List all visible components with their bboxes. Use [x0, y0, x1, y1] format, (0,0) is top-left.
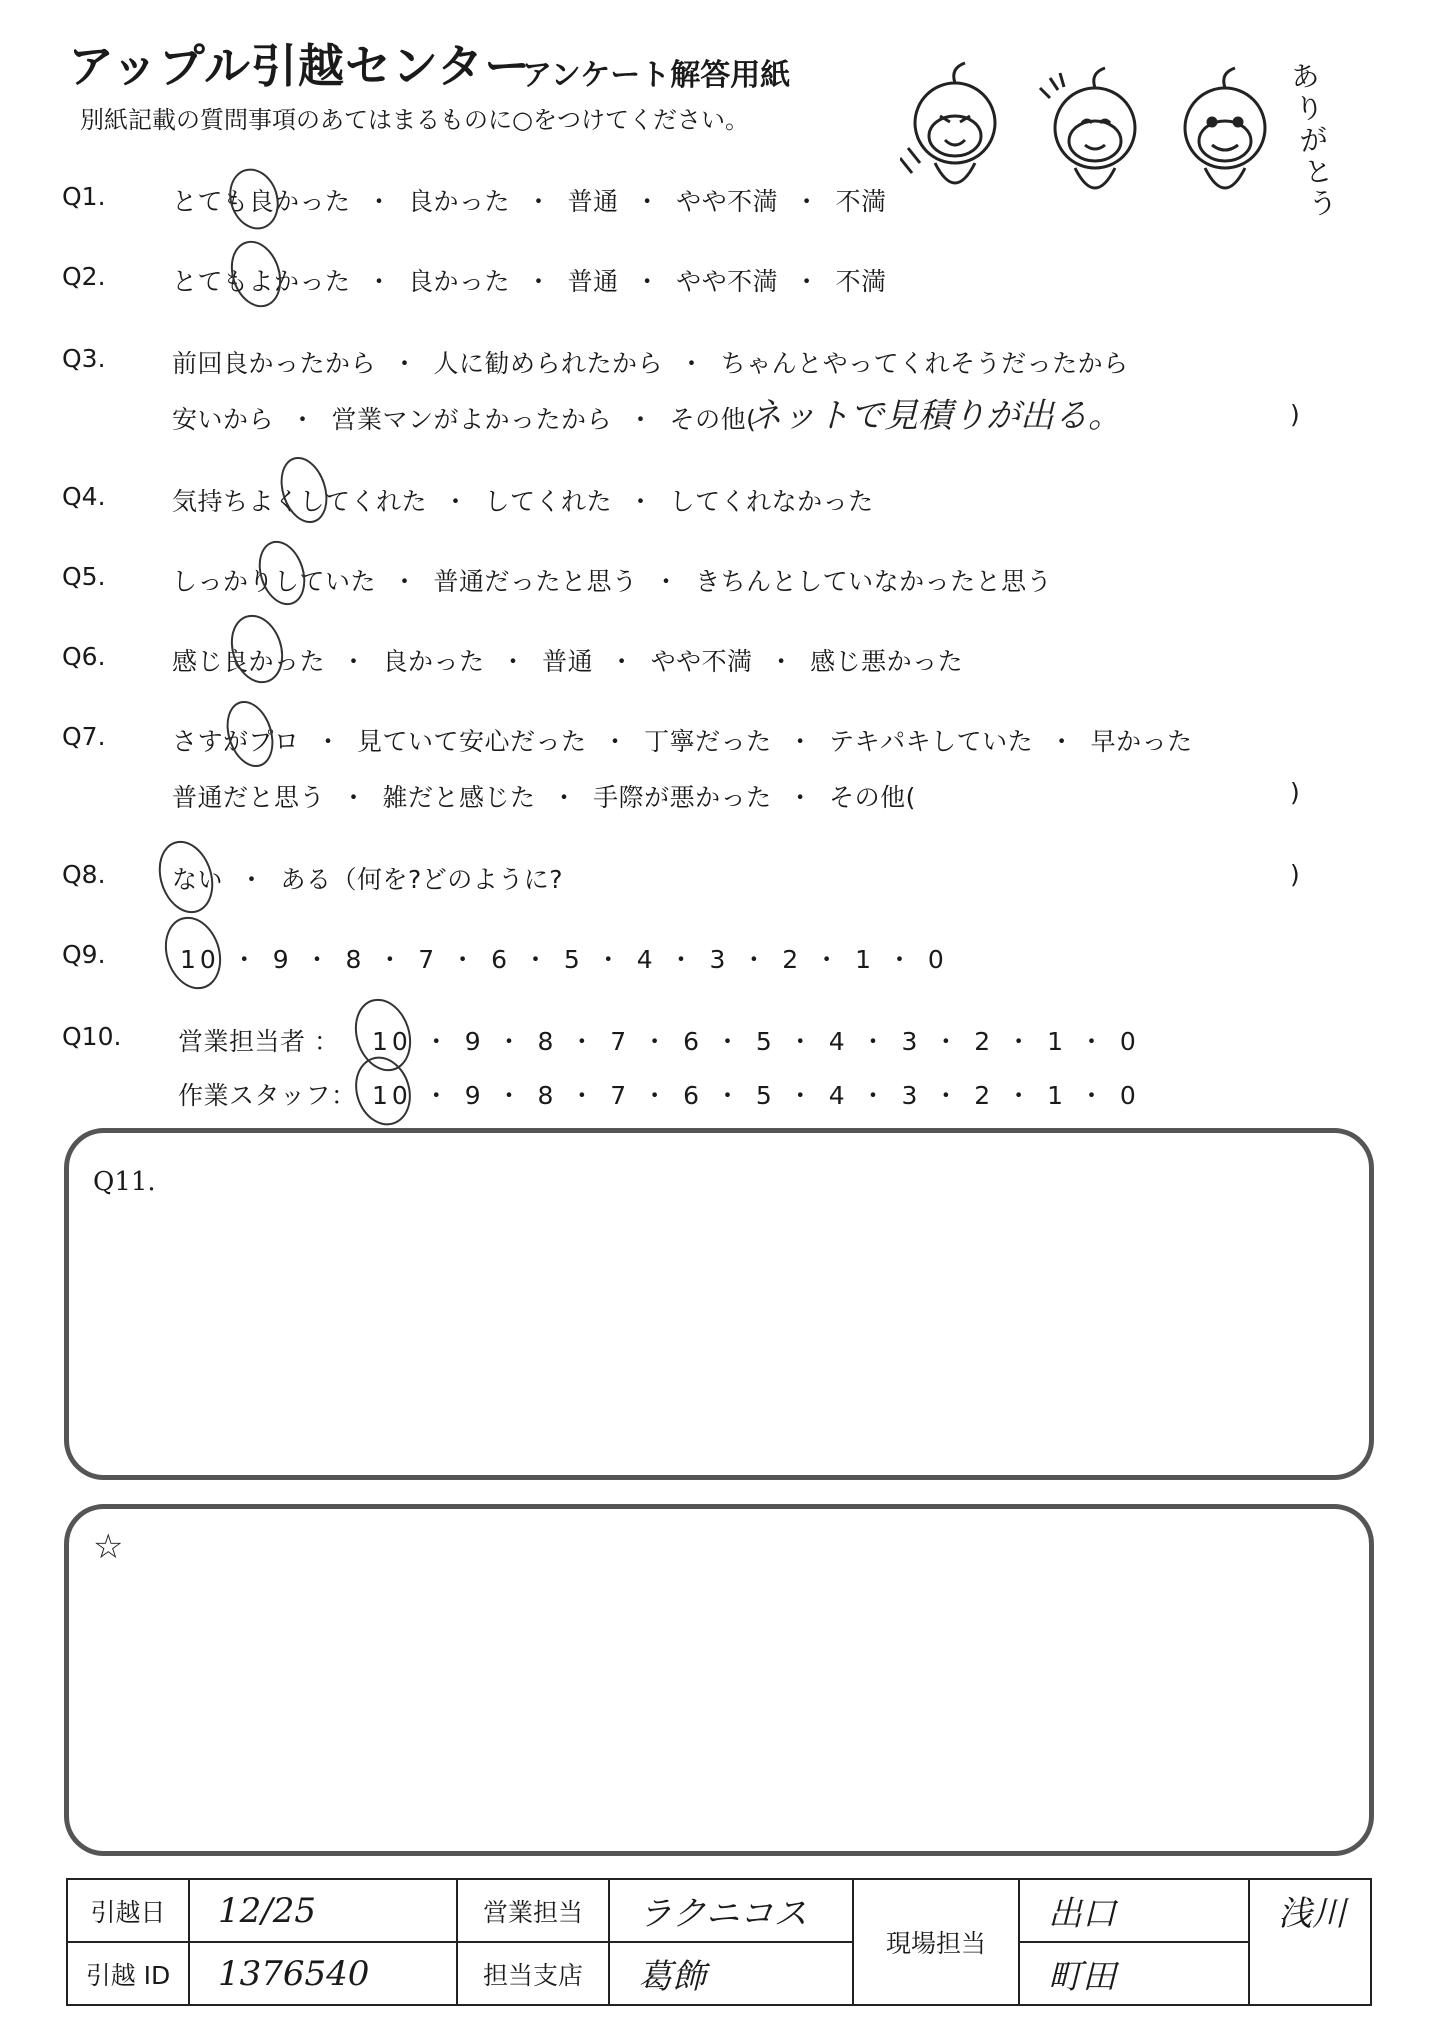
- q6-option[interactable]: 感じ良かった: [172, 647, 326, 676]
- form-title: アップル引越センター: [68, 39, 532, 93]
- branch-label: 担当支店: [457, 1942, 609, 2005]
- q6-option[interactable]: 良かった: [382, 647, 485, 676]
- q10-label: Q10.: [62, 1022, 122, 1051]
- q5-option[interactable]: 普通だったと思う: [433, 567, 638, 596]
- site-staff-label: 現場担当: [853, 1879, 1019, 2005]
- q7-label: Q7.: [62, 722, 106, 751]
- q1-option[interactable]: やや不満: [676, 187, 779, 216]
- q3-option[interactable]: その他(: [669, 405, 757, 434]
- q3-options-line1: 前回良かったから ・ 人に勧められたから ・ ちゃんとやってくれそうだったから: [172, 349, 1129, 378]
- move-date-value: 12/25: [189, 1879, 457, 1942]
- q2-option[interactable]: とてもよかった: [172, 267, 351, 296]
- q2-label: Q2.: [62, 262, 106, 291]
- q4-option[interactable]: 気持ちよくしてくれた: [172, 487, 428, 516]
- q7-options-line1: さすがプロ ・ 見ていて安心だった ・ 丁寧だった ・ テキパキしていた ・ 早かった: [172, 727, 1193, 756]
- sales-rep-value: ラクニコス: [609, 1879, 853, 1942]
- q7-option[interactable]: 雑だと感じた: [382, 783, 536, 812]
- q1-option[interactable]: とても良かった: [172, 187, 351, 216]
- q10-staff-label: 作業スタッフ：: [178, 1081, 357, 1110]
- mascot-illustration: [900, 48, 1340, 218]
- answer-circle-mark: [222, 162, 287, 236]
- q2-option[interactable]: 良かった: [408, 267, 511, 296]
- q3-close-paren: ): [1290, 400, 1300, 429]
- answer-circle-mark: [156, 909, 230, 996]
- q4-option[interactable]: してくれなかった: [669, 487, 874, 516]
- monkey-mascots-icon: [900, 48, 1340, 218]
- q3-option[interactable]: 安いから: [172, 405, 275, 434]
- star-comment-box[interactable]: [64, 1504, 1374, 1856]
- q3-label: Q3.: [62, 344, 106, 373]
- q6-option[interactable]: やや不満: [650, 647, 753, 676]
- q6-options: 感じ良かった ・ 良かった ・ 普通 ・ やや不満 ・ 感じ悪かった: [172, 647, 964, 676]
- answer-circle-mark: [219, 695, 282, 773]
- q3-option[interactable]: ちゃんとやってくれそうだったから: [720, 349, 1129, 378]
- q3-options-line2: 安いから ・ 営業マンがよかったから ・ その他(: [172, 405, 757, 434]
- q7-option[interactable]: その他(: [829, 783, 916, 812]
- q8-label: Q8.: [62, 860, 106, 889]
- site-staff-2: 町田: [1019, 1942, 1249, 2005]
- q11-label: Q11.: [93, 1167, 156, 1197]
- footer-info-table: [66, 1878, 1372, 2006]
- q7-close-paren: ): [1290, 778, 1300, 807]
- q6-option[interactable]: 普通: [542, 647, 594, 676]
- q7-option[interactable]: 普通だと思う: [172, 783, 326, 812]
- q11-comment-box[interactable]: [64, 1128, 1374, 1480]
- q3-option[interactable]: 前回良かったから: [172, 349, 377, 378]
- q2-option[interactable]: 普通: [567, 267, 619, 296]
- q2-options: とてもよかった ・ 良かった ・ 普通 ・ やや不満 ・ 不満: [172, 267, 887, 296]
- q5-options: しっかりしていた ・ 普通だったと思う ・ きちんとしていなかったと思う: [172, 567, 1053, 596]
- q7-option[interactable]: 丁寧だった: [644, 727, 772, 756]
- q5-label: Q5.: [62, 562, 106, 591]
- q10-staff-scale[interactable]: 10 ・ 9 ・ 8 ・ 7 ・ 6 ・ 5 ・ 4 ・ 3 ・ 2 ・ 1 ・ 0: [372, 1081, 1140, 1110]
- q1-label: Q1.: [62, 182, 106, 211]
- q8-option[interactable]: ない: [172, 865, 224, 894]
- q7-option[interactable]: 見ていて安心だった: [357, 727, 587, 756]
- answer-circle-mark: [150, 834, 222, 920]
- q9-label: Q9.: [62, 940, 106, 969]
- q1-option[interactable]: 不満: [835, 187, 887, 216]
- move-date-label: 引越日: [67, 1879, 189, 1942]
- sales-rep-label: 営業担当: [457, 1879, 609, 1942]
- q6-label: Q6.: [62, 642, 106, 671]
- site-staff-1: 出口: [1019, 1879, 1249, 1942]
- q7-options-line2: 普通だと思う ・ 雑だと感じた ・ 手際が悪かった ・ その他(: [172, 783, 916, 812]
- q8-options: ない ・ ある（何を?どのように?: [172, 865, 564, 894]
- q3-option[interactable]: 人に勧められたから: [433, 349, 664, 378]
- answer-circle-mark: [223, 234, 290, 314]
- move-id-label: 引越 ID: [67, 1942, 189, 2005]
- move-id-value: 1376540: [189, 1942, 457, 2005]
- site-staff-3: 浅川: [1249, 1879, 1371, 2005]
- answer-circle-mark: [347, 1049, 420, 1132]
- q2-option[interactable]: 不満: [835, 267, 887, 296]
- q3-handwritten-answer: ネットで見積りが出る。: [748, 396, 1122, 436]
- q7-option[interactable]: さすがプロ: [172, 727, 300, 756]
- q4-options: 気持ちよくしてくれた ・ してくれた ・ してくれなかった: [172, 487, 874, 516]
- form-subtitle: アンケート解答用紙: [522, 58, 791, 93]
- q7-option[interactable]: 早かった: [1090, 727, 1193, 756]
- q8-close-paren: ): [1290, 860, 1300, 889]
- q10-sales-label: 営業担当者 ：: [178, 1027, 340, 1056]
- q5-option[interactable]: しっかりしていた: [172, 567, 377, 596]
- instructions: 別紙記載の質問事項のあてはまるものに○をつけてください。: [80, 106, 749, 134]
- q9-scale[interactable]: 10 ・ 9 ・ 8 ・ 7 ・ 6 ・ 5 ・ 4 ・ 3 ・ 2 ・ 1 ・ 0: [180, 945, 948, 974]
- q1-option[interactable]: 良かった: [408, 187, 511, 216]
- q7-option[interactable]: 手際が悪かった: [593, 783, 772, 812]
- q6-option[interactable]: 感じ悪かった: [810, 647, 964, 676]
- q10-sales-scale[interactable]: 10 ・ 9 ・ 8 ・ 7 ・ 6 ・ 5 ・ 4 ・ 3 ・ 2 ・ 1 ・ 0: [372, 1027, 1140, 1056]
- answer-circle-mark: [251, 535, 313, 611]
- q4-option[interactable]: してくれた: [484, 487, 613, 516]
- q5-option[interactable]: きちんとしていなかったと思う: [695, 567, 1053, 596]
- q8-option[interactable]: ある（何を?どのように?: [280, 865, 564, 894]
- q7-option[interactable]: テキパキしていた: [829, 727, 1034, 756]
- thanks-text: ありがとう: [1288, 58, 1340, 222]
- branch-value: 葛飾: [609, 1942, 853, 2005]
- q2-option[interactable]: やや不満: [676, 267, 779, 296]
- q4-label: Q4.: [62, 482, 106, 511]
- q1-options: とても良かった ・ 良かった ・ 普通 ・ やや不満 ・ 不満: [172, 187, 887, 216]
- q1-option[interactable]: 普通: [567, 187, 619, 216]
- q3-option[interactable]: 営業マンがよかったから: [331, 405, 613, 434]
- star-icon: ☆: [93, 1527, 124, 1567]
